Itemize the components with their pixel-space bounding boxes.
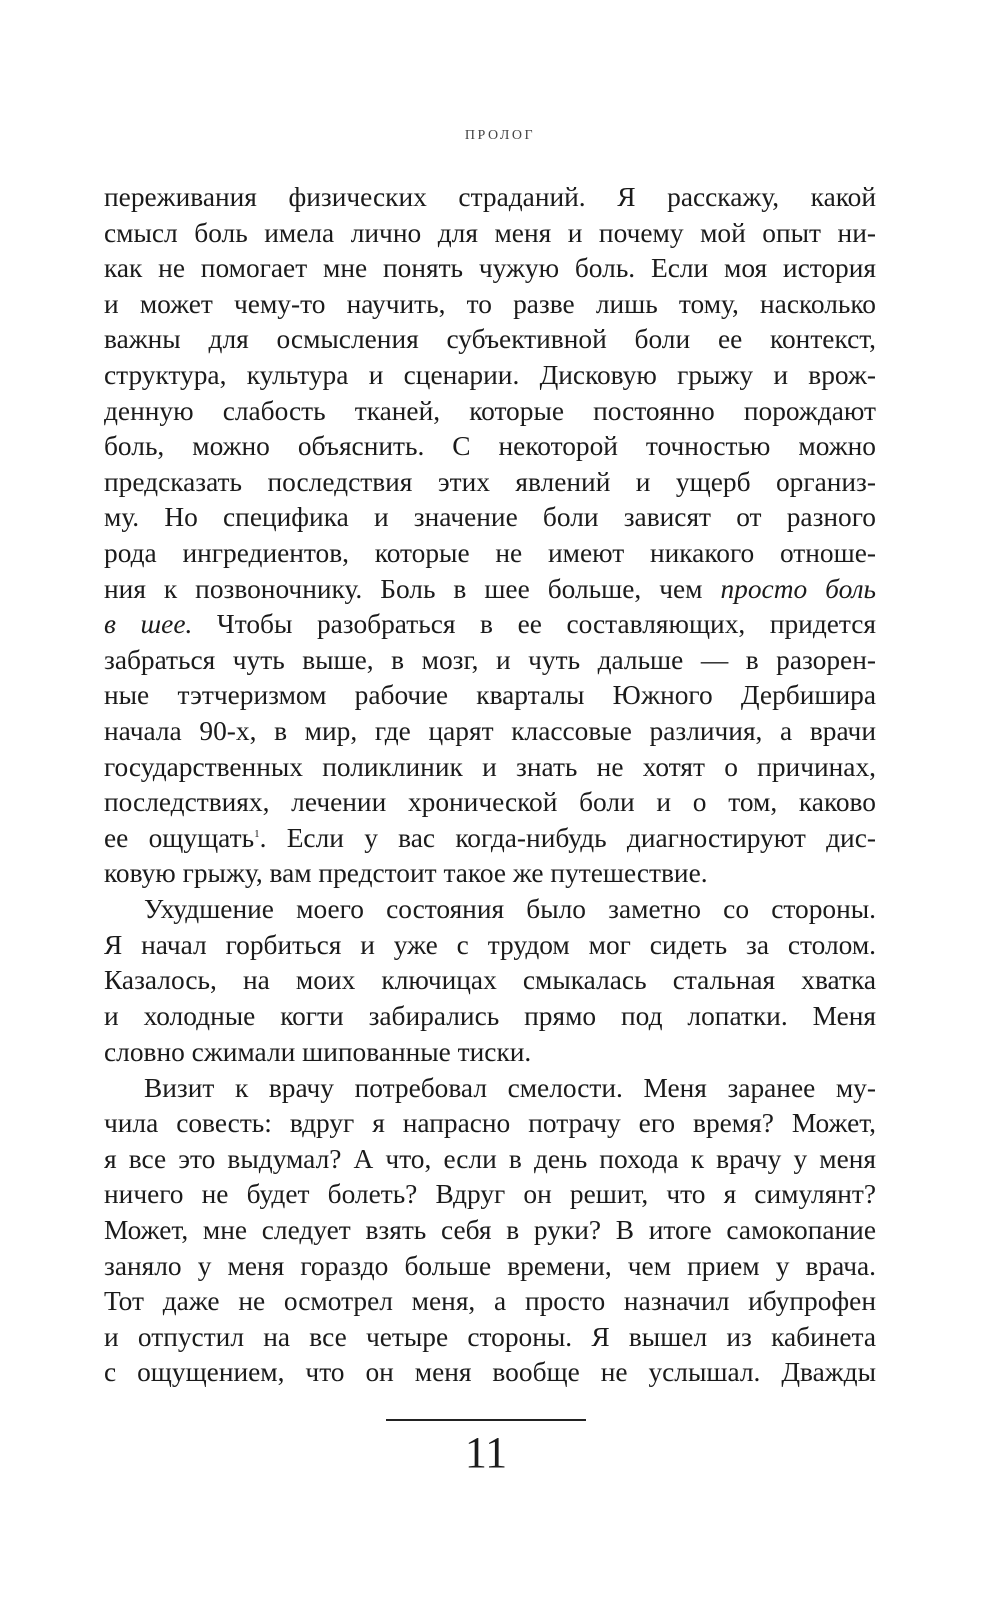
text-line: денную слабость тканей, которые постоянно порождают (104, 395, 876, 426)
text-line: Ухудшение моего состояния было заметно со стороны. (144, 894, 876, 925)
text-run: ния к позвоночнику. Боль в шее больше, чем (104, 573, 721, 604)
text-line: и холодные когти забирались прямо под лопатки. Меня (104, 1001, 876, 1032)
text-line: ные тэтчеризмом рабочие кварталы Южного Дербишира (104, 680, 876, 711)
text-line: Я начал горбиться и уже с трудом мог сидеть за столом. (104, 929, 876, 960)
text-line: му. Но специфика и значение боли зависят от разного (104, 502, 876, 533)
text-line: начала 90-х, в мир, где царят классовые различия, а врачи (104, 715, 876, 746)
text-line: Визит к врачу потребовал смелости. Меня заранее му- (144, 1072, 876, 1103)
text-line: важны для осмысления субъективной боли ее контекст, (104, 324, 876, 355)
text-line: словно сжимали шипованные тиски. (104, 1036, 532, 1067)
footnote-marker[interactable]: 1 (254, 827, 260, 840)
text-line: Казалось, на моих ключицах смыкалась стальная хватка (104, 965, 876, 996)
italic-run: в шее. (104, 609, 193, 640)
text-line: структура, культура и сценарии. Дисковую грыжу и врож- (104, 359, 876, 390)
text-run: . Если у вас когда-нибудь диагностируют дис- (259, 822, 876, 853)
text-line: предсказать последствия этих явлений и ущерб организ- (104, 466, 876, 497)
text-line (104, 607, 876, 643)
text-line: Может, мне следует взять себя в руки? В итоге самокопание (104, 1215, 876, 1245)
text-line (104, 821, 876, 857)
italic-run: просто боль (720, 573, 876, 604)
text-run: ее ощущать (104, 822, 255, 853)
text-line: последствиях, лечении хронической боли и о том, каково (104, 787, 876, 818)
text-line: забраться чуть выше, в мозг, и чуть дальше — в разорен- (104, 644, 876, 675)
text-line: Тот даже не осмотрел меня, а просто назначил ибупрофен (104, 1286, 876, 1317)
text-line: заняло у меня гораздо больше времени, чем прием у врача. (104, 1250, 876, 1281)
text-line: рода ингредиентов, которые не имеют никакого отноше- (104, 537, 876, 568)
text-line: и может чему-то научить, то разве лишь тому, насколько (104, 288, 876, 319)
folio-rule (386, 1419, 586, 1421)
text-line: боль, можно объяснить. С некоторой точностью можно (104, 431, 876, 462)
text-line: с ощущением, что он меня вообще не услышал. Дважды (104, 1357, 876, 1388)
running-head: ПРОЛОГ (464, 128, 536, 143)
text-line: ковую грыжу, вам предстоит такое же путешествие. (104, 858, 708, 889)
text-line: чила совесть: вдруг я напрасно потрачу его время? Может, (104, 1108, 876, 1139)
text-run: Чтобы разобраться в ее составляющих, придется (192, 609, 876, 640)
text-line: государственных поликлиник и знать не хотят о причинах, (104, 751, 876, 782)
text-line: переживания физических страданий. Я расскажу, какой (104, 182, 876, 212)
text-line: смысл боль имела лично для меня и почему мой опыт ни- (104, 217, 876, 248)
text-line: ничего не будет болеть? Вдруг он решит, что я симулянт? (104, 1179, 876, 1210)
body-text (104, 180, 876, 1391)
text-line: я все это выдумал? А что, если в день похода к врачу у меня (104, 1143, 876, 1174)
text-line: и отпустил на все четыре стороны. Я вышел из кабинета (104, 1321, 876, 1352)
text-line (104, 572, 876, 608)
page-number: 11 (464, 1428, 508, 1477)
text-line: как не помогает мне понять чужую боль. Если моя история (104, 253, 876, 284)
